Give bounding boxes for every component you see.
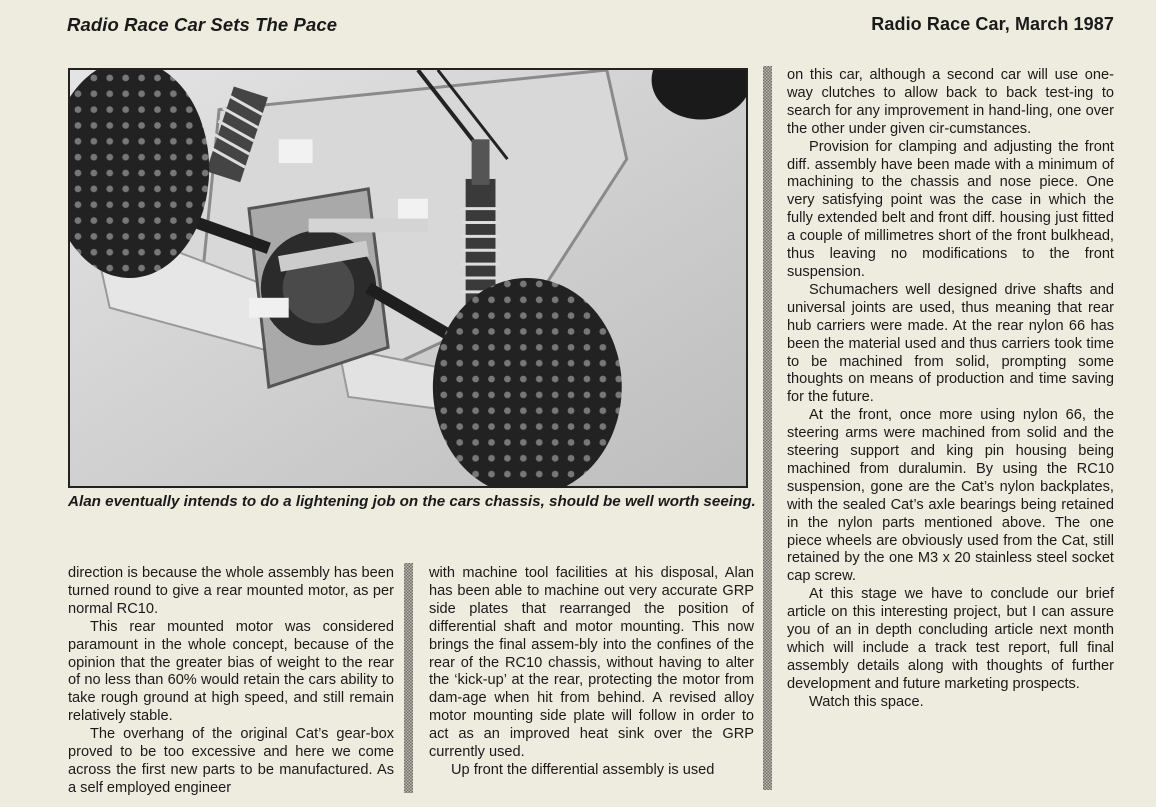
magazine-issue: Radio Race Car, March 1987 [871,14,1114,34]
paragraph: The overhang of the original Cat’s gear-box proved to be too excessive and here we come across the first new parts to be manufactured. As a self employed engineer [68,726,394,796]
paragraph: direction is because the whole assembly has been turned round to give a rear mounted motor, as per normal RC10. [68,565,394,617]
paragraph: Watch this space. [809,693,924,710]
paragraph: At the front, once more using nylon 66, the steering arms were machined from solid and the steering support and king pin housing being machined from duralumin. By using the RC10 suspension, gone are the Cat’s nylon backplates, with the sealed Cat’s axle bearings being retained in the nylon parts mentioned above. The one piece wheels are obviously used from the Cat, still retained by the one M3 x 20 stainless steel socket cap screw. [787,407,1114,585]
photo-caption: Alan eventually intends to do a lightening job on the cars chassis, should be well worth seeing. [68,493,756,510]
text-column-3 [787,67,1114,712]
column-divider [763,66,772,790]
paragraph: on this car, although a second car will use one-way clutches to allow back to back test-ing to search for any improvement in hand-ling, one over the other under given cir-cumstances. [787,67,1114,137]
paragraph: Schumachers well designed drive shafts and universal joints are used, thus meaning that rear hub carriers were made. At the rear nylon 66 has been the material used and thus carriers took time to be machined from solid, prompting some thoughts on means of production and time saving for the future. [787,281,1114,406]
text-column-2 [429,565,754,780]
chassis-photo [68,68,748,488]
paragraph: This rear mounted motor was considered paramount in the whole concept, because of the opinion that the greater bias of weight to the rear of no less than 60% would retain the cars ability to take rough ground at high speed, and still remain relatively stable. [68,618,394,725]
paragraph: Provision for clamping and adjusting the front diff. assembly have been made with a minimum of machining to the chassis and nose piece. One very satisfying point was the case in which the fully extended belt and front diff. housing just fitted a couple of millimetres short of the front bulkhead, thus leaving no modifications to the front suspension. [787,138,1114,280]
running-title: Radio Race Car Sets The Pace [67,14,338,35]
text-column-1 [68,565,394,798]
paragraph: with machine tool facilities at his disposal, Alan has been able to machine out very accurate GRP side plates that rearranged the position of differential shaft and motor mounting. This now brings the final assem-bly into the confines of the rear of the RC10 chassis, without having to alter the ‘kick-up’ at the rear, protecting the motor from dam-age when hit from behind. A revised alloy motor mounting side plate will follow in order to act as an improved heat sink over the GRP currently used. [429,565,754,761]
rc-car-chassis-picture [70,70,746,486]
paragraph: Up front the differential assembly is used [451,761,715,778]
paragraph: At this stage we have to conclude our brief article on this interesting project, but I can assure you of an in depth concluding article next month which will include a track test report, full final assembly details along with thoughts of further development and future marketing prospects. [787,586,1114,692]
column-divider [404,563,413,793]
